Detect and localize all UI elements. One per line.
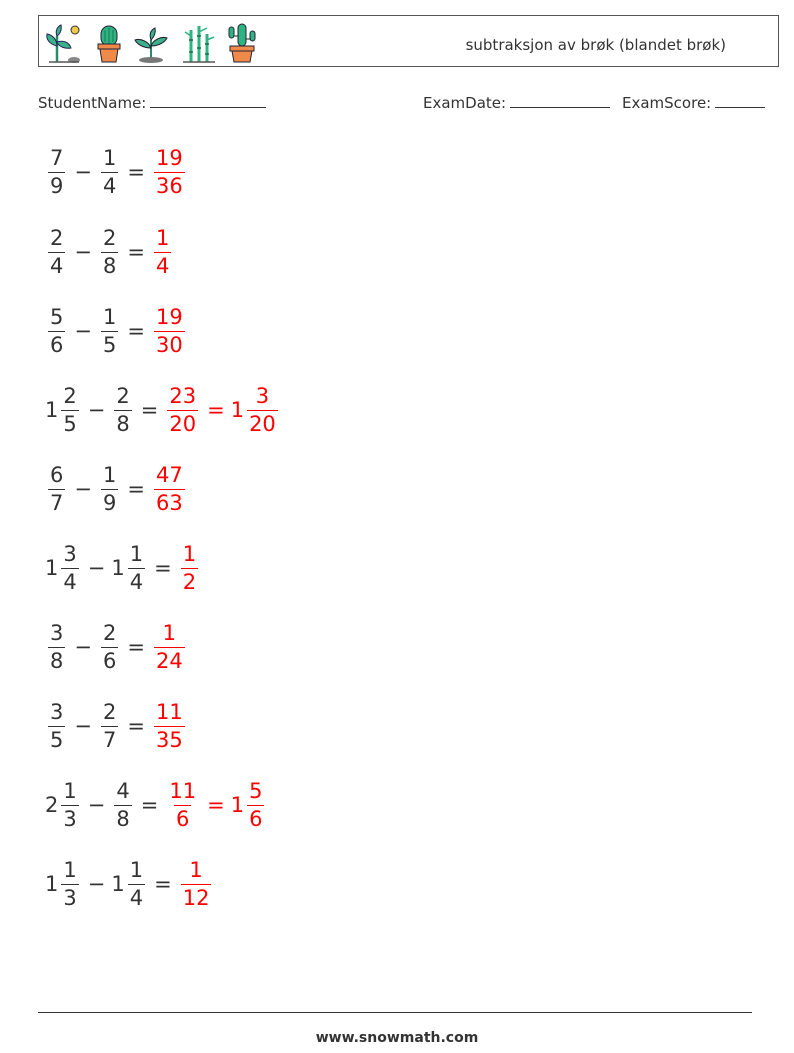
answer-fraction-denominator: 35 [155,727,183,752]
fraction-a-denominator: 6 [50,332,64,357]
equals-sign: = [207,793,225,817]
minus-sign: − [74,714,92,738]
answer-fraction-denominator: 12 [182,885,210,910]
fraction-a-denominator: 8 [50,648,64,673]
seedling-icon [129,22,173,64]
fraction-b-numerator: 2 [102,620,117,645]
equals-sign: = [127,477,145,501]
fraction-b-denominator: 8 [116,411,130,436]
footer-url: www.snowmath.com [315,1030,479,1046]
whole-number: 2 [45,793,59,817]
answer-fraction [154,462,185,515]
cactus-pot-icon [93,22,125,64]
answer-fraction [154,699,185,752]
student-name-label: StudentName: [38,94,147,112]
fraction-b-numerator: 1 [102,145,117,170]
answer-fraction-denominator: 4 [155,253,170,278]
fraction-a-numerator: 1 [63,857,77,882]
whole-number: 1 [45,872,59,896]
fraction-a-numerator: 3 [50,699,64,724]
exam-date-blank[interactable] [510,93,610,108]
plant-sprout-icon [43,22,85,64]
fraction-b-numerator: 2 [102,225,117,250]
answer-fraction [181,541,198,594]
fraction-b [128,541,145,594]
problem-row [45,139,188,205]
minus-sign: − [87,793,106,817]
equals-sign: = [127,319,145,343]
whole-number: 1 [111,872,125,896]
answer-mixed-fraction-denominator: 20 [249,411,276,436]
answer-fraction-numerator: 19 [155,145,183,170]
problem-row [45,535,201,601]
fraction-a-denominator: 3 [63,885,77,910]
fraction-a [61,541,78,594]
fraction-a-denominator: 3 [63,806,77,831]
answer-fraction-denominator: 2 [182,569,197,594]
fraction-a [48,462,65,515]
fraction-a [61,778,78,831]
fraction-b [101,304,118,357]
fraction-b [101,620,118,673]
fraction-b [101,699,118,752]
fraction-a [48,620,65,673]
minus-sign: − [74,160,92,184]
fraction-b-denominator: 4 [102,173,117,198]
equals-sign: = [127,635,145,659]
equals-sign: = [140,793,159,817]
fraction-a-denominator: 9 [50,173,64,198]
fraction-a [61,857,78,910]
answer-fraction-denominator: 6 [176,806,190,831]
fraction-b-denominator: 4 [129,569,144,594]
bamboo-icon [179,22,219,64]
fraction-b-denominator: 5 [102,332,117,357]
whole-number: 1 [45,398,59,422]
footer-divider [38,1012,752,1013]
fraction-b-denominator: 6 [102,648,117,673]
fraction-b-numerator: 1 [102,462,117,487]
answer-fraction [167,778,198,831]
answer-whole-number: 1 [230,398,245,422]
answer-fraction-numerator: 1 [182,541,197,566]
fraction-a-denominator: 7 [50,490,64,515]
equals-sign: = [207,398,225,422]
fraction-b-denominator: 7 [102,727,117,752]
answer-mixed-fraction-numerator: 5 [249,778,263,803]
exam-date-field[interactable] [423,93,610,112]
fraction-a-denominator: 5 [63,411,77,436]
answer-fraction-numerator: 1 [162,620,177,645]
fraction-b-numerator: 4 [116,778,130,803]
fraction-a [48,304,65,357]
fraction-a-numerator: 2 [50,225,64,250]
fraction-a-denominator: 5 [50,727,64,752]
answer-fraction [154,620,185,673]
fraction-a [48,145,65,198]
answer-fraction-denominator: 30 [155,332,183,357]
fraction-a-numerator: 6 [50,462,64,487]
exam-date-label: ExamDate: [423,94,507,112]
equals-sign: = [140,398,159,422]
fraction-b-numerator: 2 [102,699,117,724]
student-name-blank[interactable] [150,93,266,108]
fraction-a-denominator: 4 [63,569,77,594]
fraction-a-numerator: 2 [63,383,77,408]
equals-sign: = [127,240,145,264]
worksheet-title: subtraksjon av brøk (blandet brøk) [465,36,726,54]
equals-sign: = [154,556,172,580]
fraction-a-denominator: 4 [50,253,64,278]
fraction-a [48,225,65,278]
equals-sign: = [127,714,145,738]
problem-row [45,298,188,364]
minus-sign: − [74,240,92,264]
answer-mixed-fraction [247,383,278,436]
problem-row [45,772,267,838]
answer-fraction-numerator: 19 [155,304,183,329]
fraction-b-denominator: 8 [116,806,130,831]
answer-fraction [154,304,185,357]
answer-fraction-numerator: 47 [155,462,183,487]
cactus-pot-icon [225,22,259,64]
answer-whole-number: 1 [230,793,245,817]
fraction-b [101,462,118,515]
answer-fraction [154,225,171,278]
fraction-b-numerator: 1 [129,541,144,566]
fraction-a [48,699,65,752]
fraction-b-denominator: 4 [129,885,144,910]
answer-fraction-denominator: 36 [155,173,183,198]
fraction-b-denominator: 9 [102,490,117,515]
fraction-b-numerator: 1 [102,304,117,329]
problem-row [45,851,214,917]
fraction-a-numerator: 7 [50,145,64,170]
fraction-b-numerator: 1 [129,857,144,882]
problem-row [45,377,281,443]
whole-number: 1 [111,556,125,580]
equals-sign: = [127,160,145,184]
answer-mixed-fraction [247,778,264,831]
fraction-b [101,145,118,198]
fraction-a [61,383,78,436]
fraction-a-numerator: 3 [63,541,77,566]
answer-mixed-fraction-denominator: 6 [249,806,263,831]
answer-fraction-denominator: 24 [155,648,183,673]
fraction-b [101,225,118,278]
answer-fraction [181,857,212,910]
minus-sign: − [74,319,92,343]
fraction-b-denominator: 8 [102,253,117,278]
equals-sign: = [154,872,172,896]
answer-fraction-numerator: 11 [169,778,197,803]
problem-row [45,693,188,759]
answer-fraction-numerator: 1 [189,857,203,882]
problem-row [45,614,188,680]
answer-fraction [154,145,185,198]
answer-mixed-fraction-numerator: 3 [255,383,270,408]
fraction-a-numerator: 1 [63,778,77,803]
exam-score-label: ExamScore: [622,94,712,112]
answer-fraction-numerator: 11 [155,699,183,724]
header-box [38,15,779,67]
minus-sign: − [87,398,106,422]
minus-sign: − [87,556,106,580]
answer-fraction-numerator: 1 [155,225,170,250]
fraction-b-numerator: 2 [116,383,130,408]
fraction-b [114,778,131,831]
student-name-field[interactable] [38,93,266,112]
minus-sign: − [87,872,106,896]
exam-score-field[interactable] [622,93,765,112]
fraction-b [114,383,131,436]
problem-row [45,219,174,285]
fraction-b [128,857,145,910]
answer-fraction-denominator: 63 [155,490,183,515]
answer-fraction [167,383,198,436]
exam-score-blank[interactable] [715,93,765,108]
fraction-a-numerator: 3 [50,620,64,645]
problem-row [45,456,188,522]
minus-sign: − [74,635,92,659]
answer-fraction-numerator: 23 [169,383,197,408]
answer-fraction-denominator: 20 [169,411,197,436]
minus-sign: − [74,477,92,501]
fraction-a-numerator: 5 [50,304,64,329]
whole-number: 1 [45,556,59,580]
